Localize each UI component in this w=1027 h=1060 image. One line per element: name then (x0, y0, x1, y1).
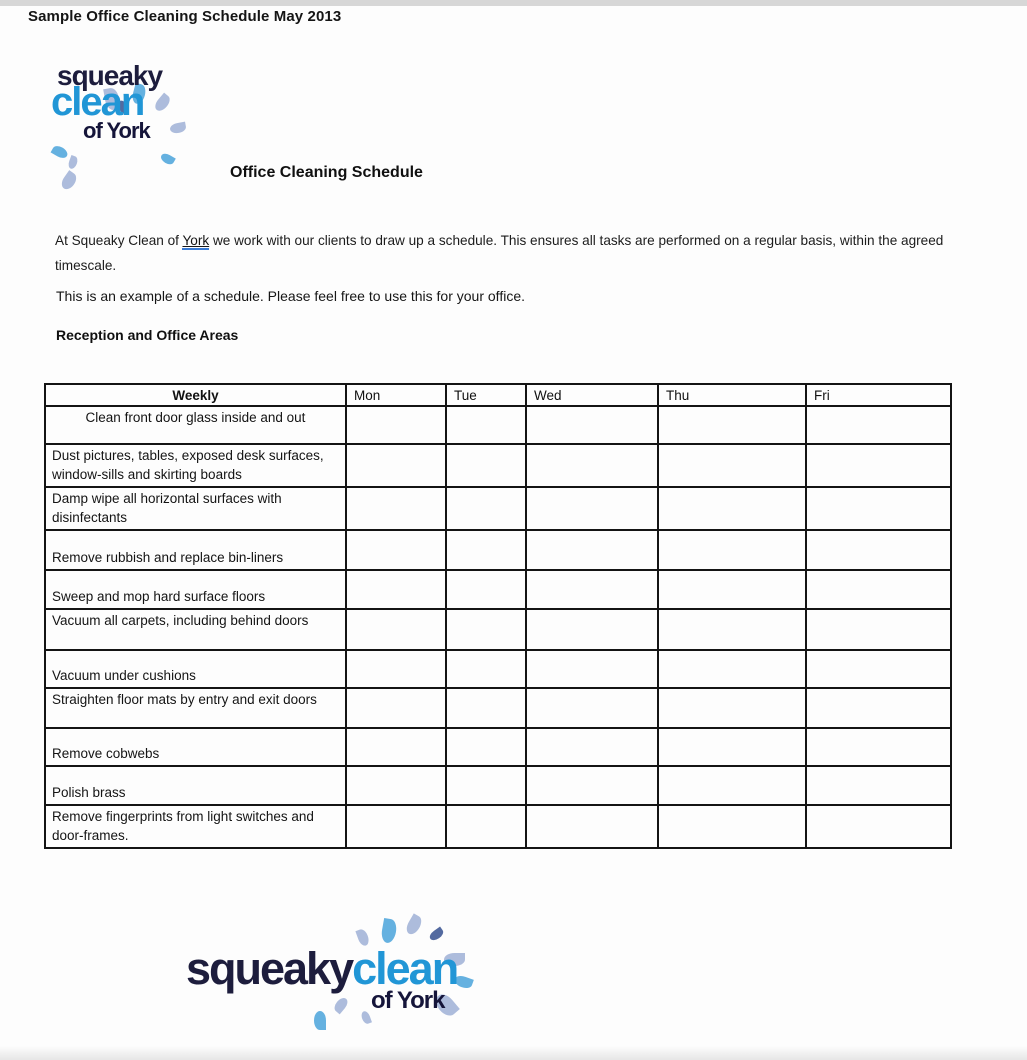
day-cell (658, 487, 806, 530)
day-cell (346, 766, 446, 805)
day-cell (658, 530, 806, 570)
day-cell (346, 805, 446, 848)
splash-icon (67, 155, 79, 170)
day-cell (806, 688, 951, 728)
column-header-fri: Fri (806, 384, 951, 406)
day-cell (806, 728, 951, 766)
day-cell (526, 487, 658, 530)
table-row (45, 406, 951, 444)
logo-word-clean: clean (352, 943, 458, 994)
day-cell (526, 609, 658, 650)
splash-icon (59, 170, 79, 192)
day-cell (806, 406, 951, 444)
task-cell: Straighten floor mats by entry and exit doors (45, 688, 346, 728)
table-row (45, 650, 951, 688)
page-title: Office Cleaning Schedule (230, 164, 423, 181)
day-cell (346, 570, 446, 609)
task-cell: Clean front door glass inside and out (45, 406, 346, 444)
day-cell (346, 728, 446, 766)
day-cell (446, 570, 526, 609)
day-cell (346, 609, 446, 650)
day-cell (526, 805, 658, 848)
day-cell (526, 766, 658, 805)
day-cell (658, 570, 806, 609)
day-cell (346, 406, 446, 444)
splash-icon (428, 927, 445, 943)
day-cell (806, 487, 951, 530)
table-header-row (45, 384, 951, 406)
squeaky-clean-logo-bottom (186, 915, 486, 1030)
document-header-note: Sample Office Cleaning Schedule May 2013 (28, 8, 342, 25)
day-cell (806, 444, 951, 487)
table-row (45, 728, 951, 766)
table-row (45, 444, 951, 487)
day-cell (346, 487, 446, 530)
intro-text-after: we work with our clients to draw up a schedule. This ensures all tasks are performed on a regular basis, within the agreed timescale. (55, 233, 944, 273)
day-cell (446, 530, 526, 570)
intro-paragraph (55, 228, 957, 278)
example-paragraph: This is an example of a schedule. Please feel free to use this for your office. (56, 288, 525, 304)
day-cell (658, 728, 806, 766)
splash-icon (404, 913, 424, 936)
day-cell (526, 688, 658, 728)
logo-word-clean: clean (51, 80, 144, 124)
splash-icon (314, 1011, 326, 1030)
day-cell (658, 766, 806, 805)
table-row (45, 487, 951, 530)
day-cell (658, 444, 806, 487)
day-cell (658, 805, 806, 848)
task-cell: Dust pictures, tables, exposed desk surfaces, window-sills and skirting boards (45, 444, 346, 487)
day-cell (526, 570, 658, 609)
table-row (45, 530, 951, 570)
day-cell (658, 688, 806, 728)
day-cell (446, 766, 526, 805)
schedule-table (44, 383, 952, 849)
task-cell: Remove cobwebs (45, 728, 346, 766)
day-cell (806, 650, 951, 688)
day-cell (806, 530, 951, 570)
scan-edge-bottom (0, 1046, 1027, 1060)
task-cell: Vacuum under cushions (45, 650, 346, 688)
day-cell (526, 650, 658, 688)
task-cell: Remove rubbish and replace bin-liners (45, 530, 346, 570)
day-cell (446, 650, 526, 688)
day-cell (526, 530, 658, 570)
task-cell: Damp wipe all horizontal surfaces with disinfectants (45, 487, 346, 530)
task-cell: Remove fingerprints from light switches and door-frames. (45, 805, 346, 848)
task-cell: Sweep and mop hard surface floors (45, 570, 346, 609)
column-header-wed: Wed (526, 384, 658, 406)
day-cell (658, 609, 806, 650)
day-cell (526, 728, 658, 766)
day-cell (446, 805, 526, 848)
table-row (45, 570, 951, 609)
column-header-weekly: Weekly (45, 384, 346, 406)
table-row (45, 688, 951, 728)
intro-text-before: At Squeaky Clean of (55, 233, 183, 248)
day-cell (806, 805, 951, 848)
day-cell (446, 487, 526, 530)
logo-word-squeaky: squeaky (57, 60, 163, 91)
day-cell (346, 650, 446, 688)
splash-icon (332, 996, 350, 1015)
splash-icon (159, 152, 176, 167)
york-link[interactable]: York (182, 233, 210, 248)
day-cell (446, 609, 526, 650)
logo-word-of-york: of York (371, 987, 445, 1014)
table-row (45, 609, 951, 650)
day-cell (658, 650, 806, 688)
splash-icon (380, 918, 398, 944)
day-cell (346, 530, 446, 570)
squeaky-clean-logo-top (45, 60, 195, 195)
day-cell (806, 766, 951, 805)
column-header-thu: Thu (658, 384, 806, 406)
day-cell (526, 406, 658, 444)
day-cell (346, 688, 446, 728)
day-cell (446, 728, 526, 766)
logo-word-of-york: of York (83, 118, 150, 143)
section-heading: Reception and Office Areas (56, 327, 239, 343)
table-row (45, 766, 951, 805)
day-cell (446, 688, 526, 728)
day-cell (346, 444, 446, 487)
day-cell (806, 609, 951, 650)
column-header-tue: Tue (446, 384, 526, 406)
task-cell: Vacuum all carpets, including behind doors (45, 609, 346, 650)
day-cell (806, 570, 951, 609)
column-header-mon: Mon (346, 384, 446, 406)
scan-edge-top (0, 0, 1027, 6)
logo-word-squeaky: squeaky (186, 943, 353, 994)
task-cell: Polish brass (45, 766, 346, 805)
table-row (45, 805, 951, 848)
day-cell (446, 444, 526, 487)
day-cell (658, 406, 806, 444)
day-cell (526, 444, 658, 487)
day-cell (446, 406, 526, 444)
splash-icon (51, 144, 70, 161)
